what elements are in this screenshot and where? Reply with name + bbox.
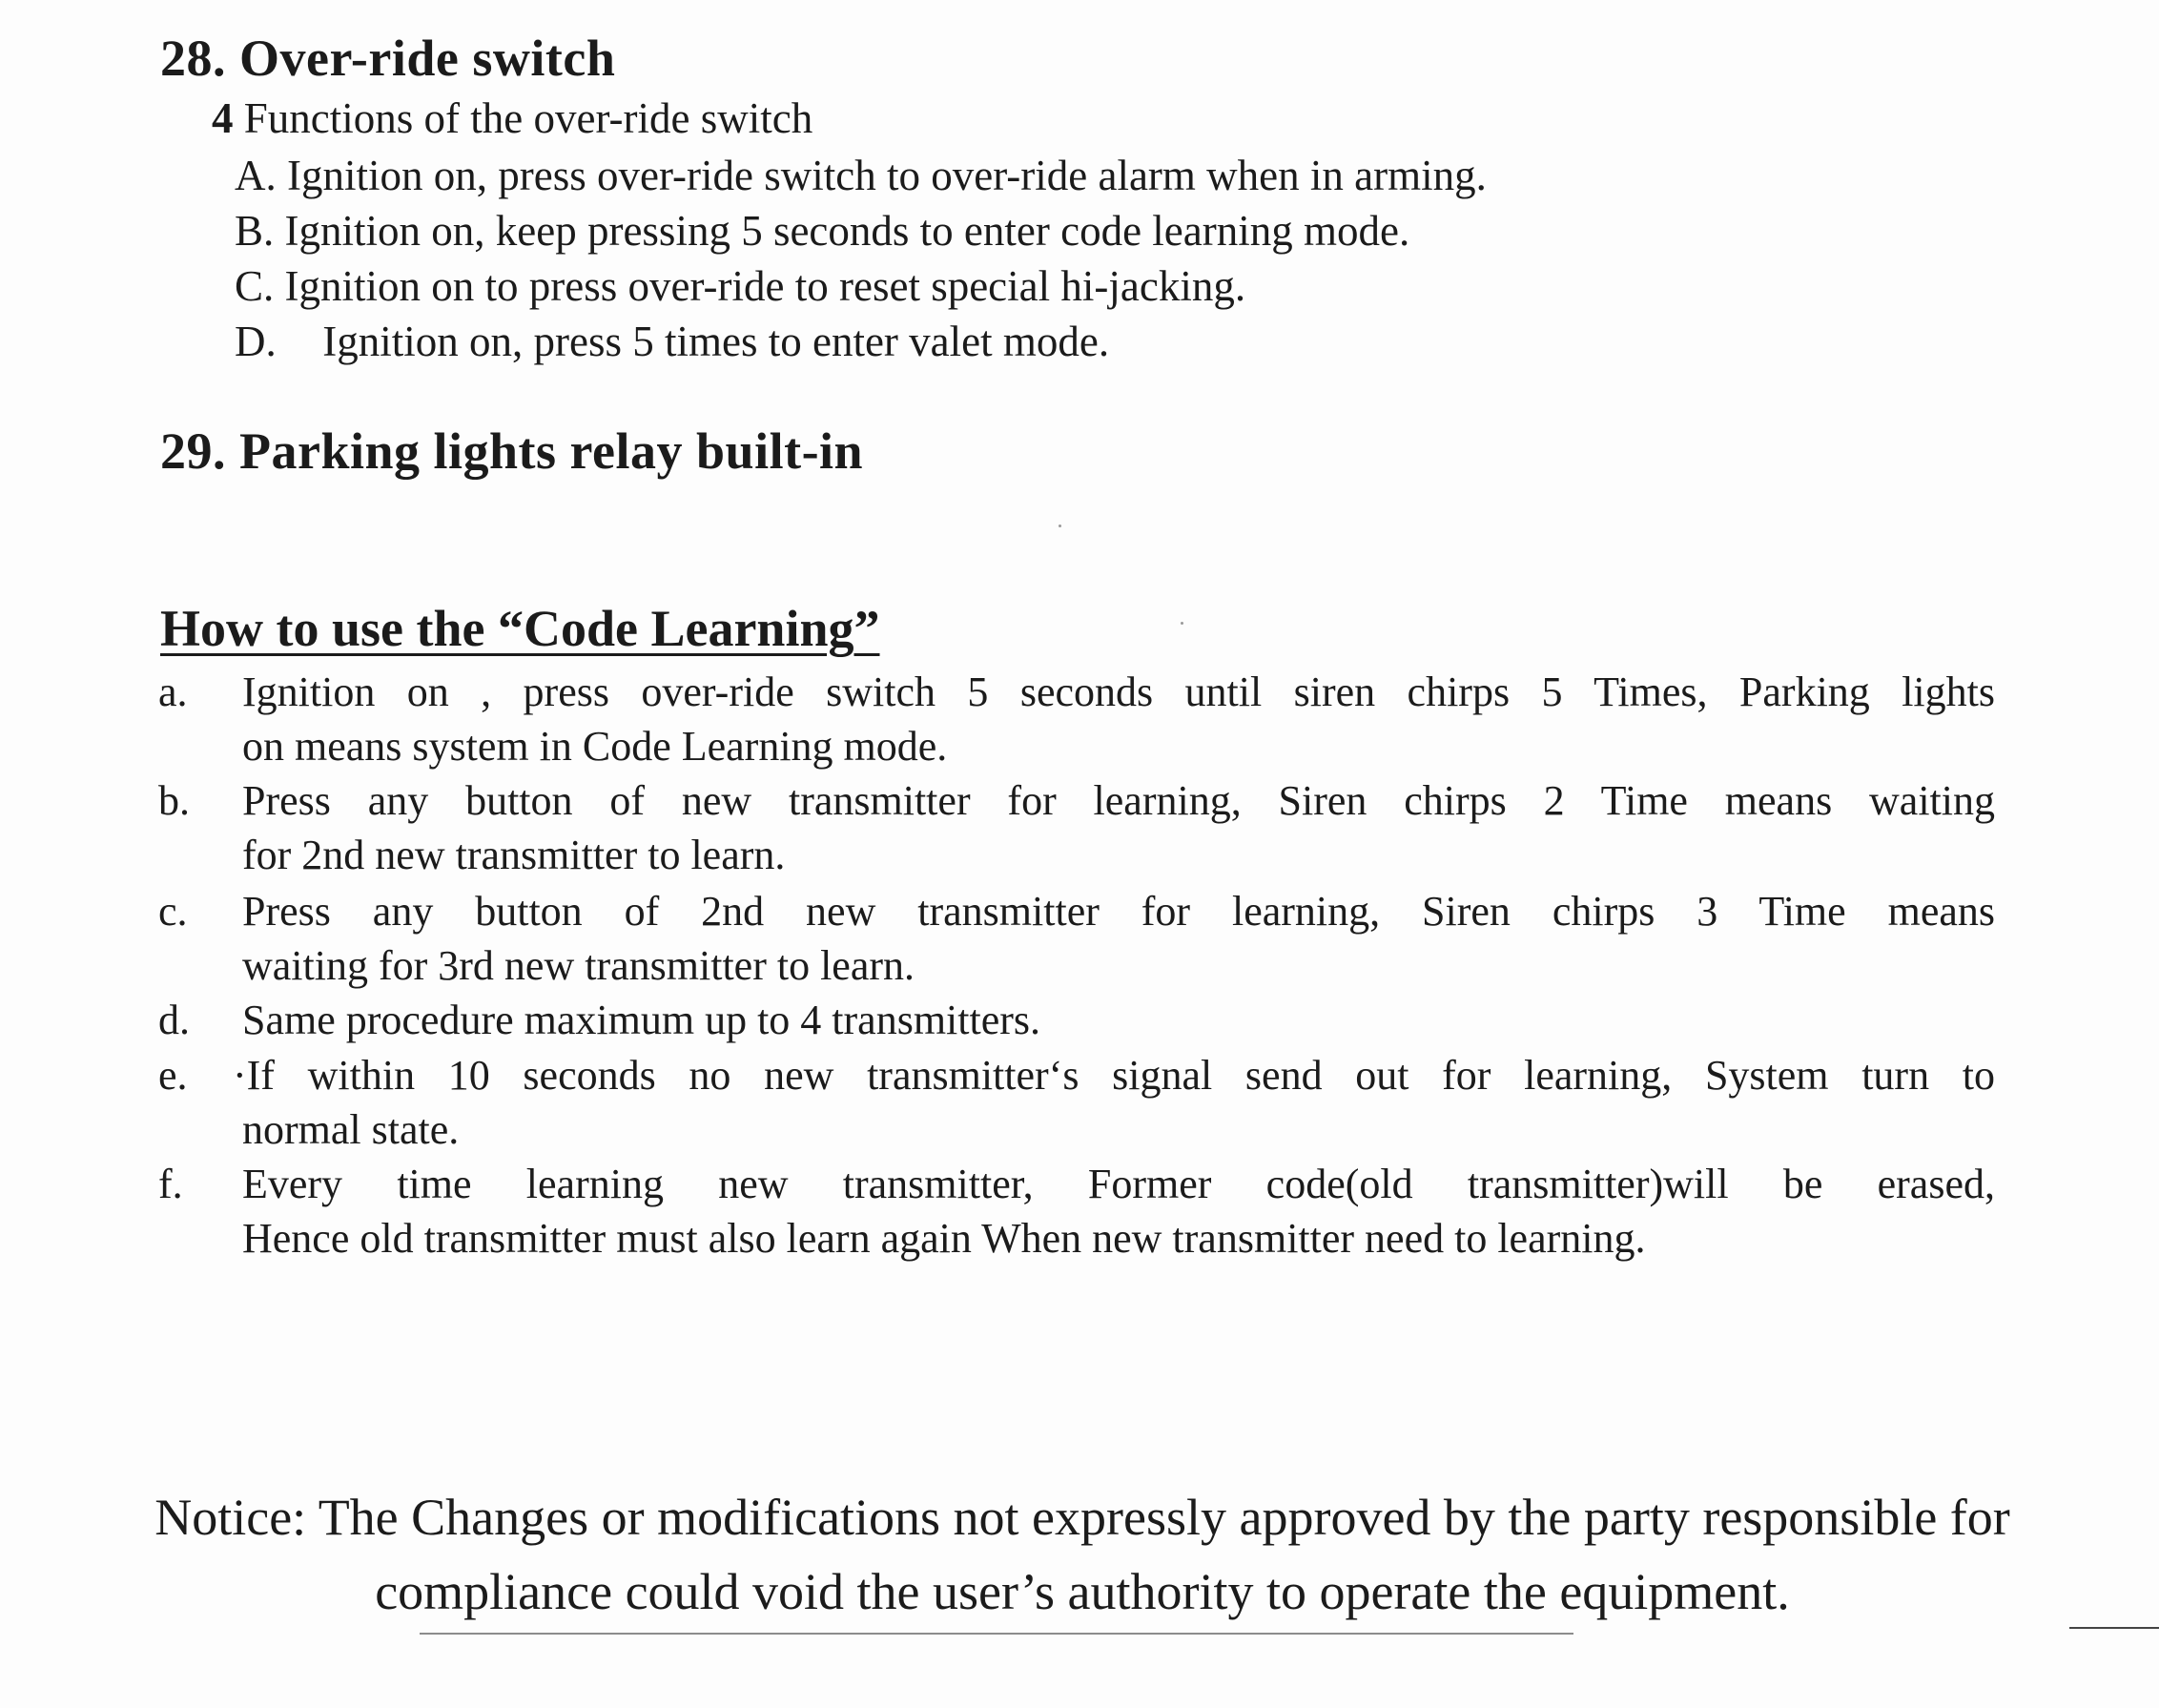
option-text: Ignition on, press over-ride switch to over-ride alarm when in arming. bbox=[287, 152, 1487, 199]
functions-count: 4 bbox=[212, 94, 234, 142]
override-option-b bbox=[235, 206, 1409, 256]
scan-speck bbox=[1059, 525, 1061, 527]
option-letter: C. bbox=[235, 262, 275, 310]
step-e-line-2: normal state. bbox=[242, 1106, 460, 1153]
step-f-line-1: Every time learning new transmitter, Former code(old transmitter)will be erased, bbox=[242, 1161, 1995, 1207]
step-c bbox=[242, 884, 1995, 993]
option-letter: D. bbox=[235, 318, 277, 365]
step-c-line-2: waiting for 3rd new transmitter to learn. bbox=[242, 942, 915, 989]
functions-label: Functions of the over-ride switch bbox=[233, 94, 813, 142]
notice-line-1: Notice: The Changes or modifications not expressly approved by the party responsible for bbox=[154, 1489, 2010, 1546]
override-option-d bbox=[235, 317, 1109, 366]
step-c-line-1: Press any button of 2nd new transmitter for learning, Siren chirps 3 Time means bbox=[242, 888, 1995, 935]
step-a-line-1: Ignition on , press over-ride switch 5 seconds until siren chirps 5 Times, Parking lights bbox=[242, 669, 1995, 715]
compliance-notice bbox=[57, 1480, 2108, 1629]
option-text: Ignition on to press over-ride to reset special hi-jacking. bbox=[284, 262, 1246, 310]
step-letter-b: b. bbox=[158, 777, 190, 824]
step-d-line-1: Same procedure maximum up to 4 transmitters. bbox=[242, 997, 1041, 1043]
option-text: Ignition on, keep pressing 5 seconds to enter code learning mode. bbox=[284, 207, 1410, 255]
option-letter: B. bbox=[235, 207, 275, 255]
step-letter-d: d. bbox=[158, 997, 190, 1043]
override-option-a bbox=[235, 151, 1487, 200]
step-b bbox=[242, 773, 1995, 882]
step-f bbox=[242, 1157, 1995, 1266]
scan-speck bbox=[1181, 622, 1183, 625]
option-letter: A. bbox=[235, 152, 277, 199]
step-b-line-2: for 2nd new transmitter to learn. bbox=[242, 832, 786, 878]
code-learning-title: How to use the “Code Learning” bbox=[160, 600, 880, 657]
step-letter-e: e. bbox=[158, 1052, 188, 1099]
step-e-line-1: ·If within 10 seconds no new transmitter‘s signal send out for learning, System turn to bbox=[233, 1052, 1995, 1099]
step-b-line-1: Press any button of new transmitter for learning, Siren chirps 2 Time means waiting bbox=[242, 777, 1995, 824]
override-option-c bbox=[235, 261, 1245, 311]
notice-line-2: compliance could void the user’s authority to operate the equipment. bbox=[375, 1563, 1790, 1620]
scan-rule bbox=[420, 1633, 1573, 1635]
step-f-line-2: Hence old transmitter must also learn again When new transmitter need to learning. bbox=[242, 1215, 1646, 1262]
step-letter-c: c. bbox=[158, 888, 188, 935]
section-28-heading: 28. Over-ride switch bbox=[160, 30, 616, 87]
option-text: Ignition on, press 5 times to enter valet mode. bbox=[322, 318, 1110, 365]
scan-rule-right bbox=[2069, 1627, 2159, 1629]
step-d bbox=[242, 993, 1040, 1047]
step-letter-a: a. bbox=[158, 669, 188, 715]
section-29-heading: 29. Parking lights relay built-in bbox=[160, 422, 864, 480]
step-letter-f: f. bbox=[158, 1161, 183, 1207]
step-a bbox=[242, 665, 1995, 773]
step-a-line-2: on means system in Code Learning mode. bbox=[242, 723, 948, 770]
step-e bbox=[233, 1048, 1995, 1157]
section-28-subheading bbox=[212, 93, 812, 143]
